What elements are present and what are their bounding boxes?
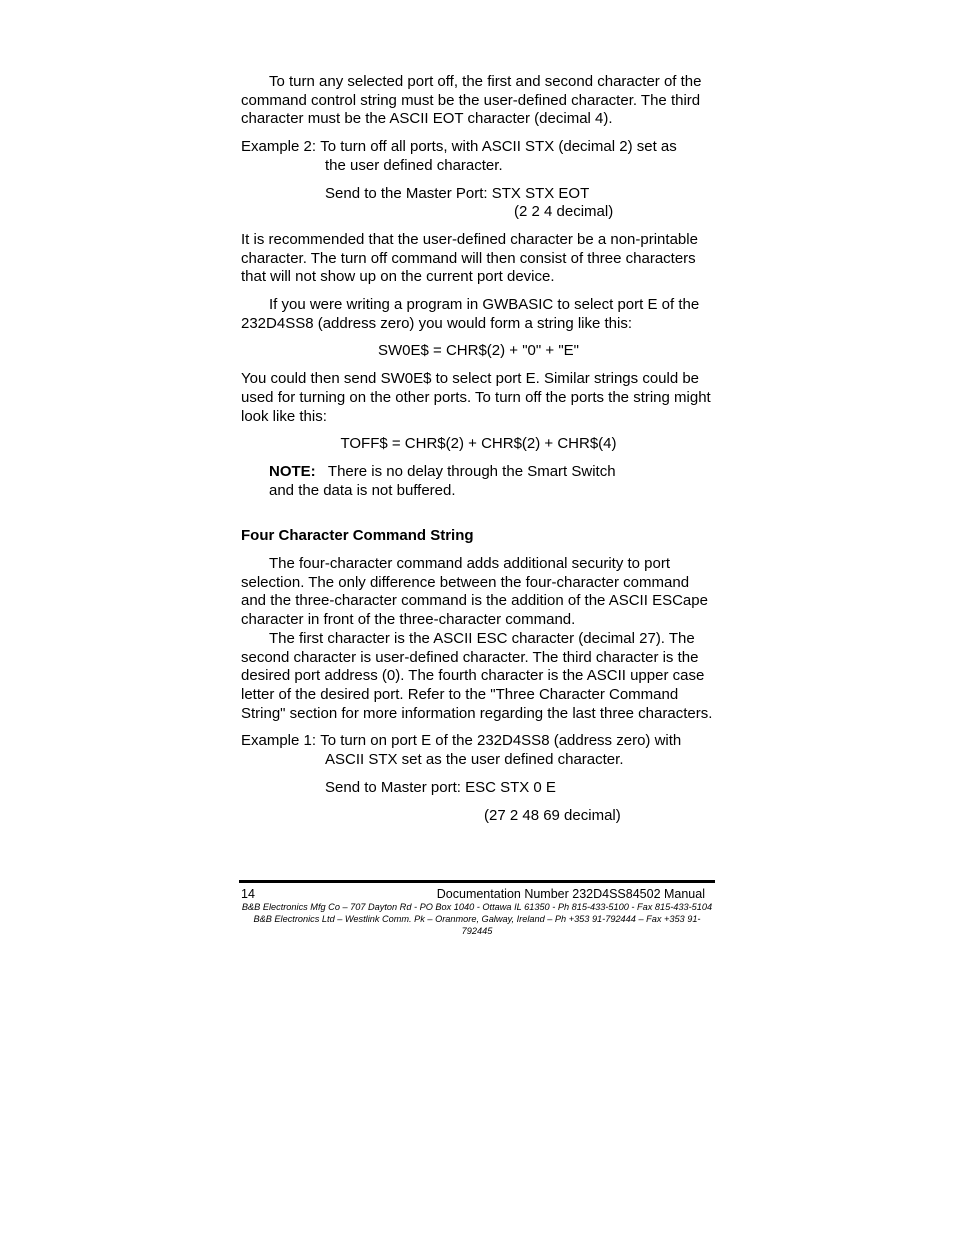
note bbox=[241, 463, 629, 500]
example-1-decimal: (27 2 48 69 decimal) bbox=[484, 806, 621, 824]
example-1 bbox=[241, 732, 716, 751]
paragraph-four-char: The four-character command adds additional security to port selection. The only difference between the four-character command and the three-character command is the addition of the ASCII ESCape character in front of the three-character command. bbox=[241, 555, 708, 629]
example-2-line2: the user defined character. bbox=[325, 156, 503, 174]
footer-address-ie: B&B Electronics Ltd – Westlink Comm. Pk – Oranmore, Galway, Ireland – Ph +353 91-792444 – Fax +353 91-792445 bbox=[253, 914, 701, 936]
doc-number: Documentation Number 232D4SS84502 Manual bbox=[436, 887, 705, 901]
section-heading: Four Character Command String bbox=[241, 527, 474, 545]
example-2 bbox=[241, 138, 716, 157]
example-2-line1: To turn off all ports, with ASCII STX (decimal 2) set as bbox=[320, 138, 677, 156]
example-2-text bbox=[320, 138, 716, 157]
paragraph-recommended: It is recommended that the user-defined character be a non-printable character. The turn off command will then consist of three characters that will not show up on the current port device. bbox=[241, 230, 698, 286]
paragraph-turn-off: To turn any selected port off, the first and second character of the command control string must be the user-defined character. The third character must be the ASCII EOT character (decimal 4). bbox=[241, 73, 702, 128]
code-toff: TOFF$ = CHR$(2) + CHR$(2) + CHR$(4) bbox=[340, 435, 617, 453]
example-2-label: Example 2: bbox=[241, 138, 321, 156]
paragraph-first-char: The first character is the ASCII ESC character (decimal 27). The second character is user-defined character. The third character is the desired port address (0). The fourth character is the ASCII upper case letter of the desired port. Refer to the "Three Character Command String" section for more information regarding the last three characters. bbox=[241, 629, 713, 722]
paragraph-gwbasic: If you were writing a program in GWBASIC to select port E of the 232D4SS8 (address zero) you would form a string like this: bbox=[241, 296, 700, 332]
example-1-text bbox=[320, 732, 716, 751]
page-footer bbox=[239, 880, 715, 937]
note-label: NOTE: bbox=[269, 462, 316, 480]
paragraph-send-sw0e: You could then send SW0E$ to select port E. Similar strings could be used for turning on the other ports. To turn off the ports the string might look like this: bbox=[241, 370, 711, 425]
code-sw0e: SW0E$ = CHR$(2) + "0" + "E" bbox=[378, 342, 579, 360]
footer-top-row bbox=[239, 887, 715, 901]
document-body bbox=[241, 73, 716, 825]
example-1-send: Send to Master port: ESC STX 0 E bbox=[325, 778, 556, 796]
example-1-line2: ASCII STX set as the user defined character. bbox=[325, 751, 624, 769]
example-1-label: Example 1: bbox=[241, 732, 321, 750]
footer-address-us: B&B Electronics Mfg Co – 707 Dayton Rd - PO Box 1040 - Ottawa IL 61350 - Ph 815-433-5100 - Fax 815-433-5104 bbox=[241, 902, 713, 912]
example-1-line1: To turn on port E of the 232D4SS8 (address zero) with bbox=[320, 732, 682, 750]
page-number: 14 bbox=[241, 887, 255, 901]
example-2-send: Send to the Master Port: STX STX EOT bbox=[325, 184, 590, 202]
footer-divider bbox=[239, 880, 715, 883]
note-text: There is no delay through the Smart Switch and the data is not buffered. bbox=[269, 462, 616, 499]
example-2-decimal: (2 2 4 decimal) bbox=[514, 203, 614, 221]
